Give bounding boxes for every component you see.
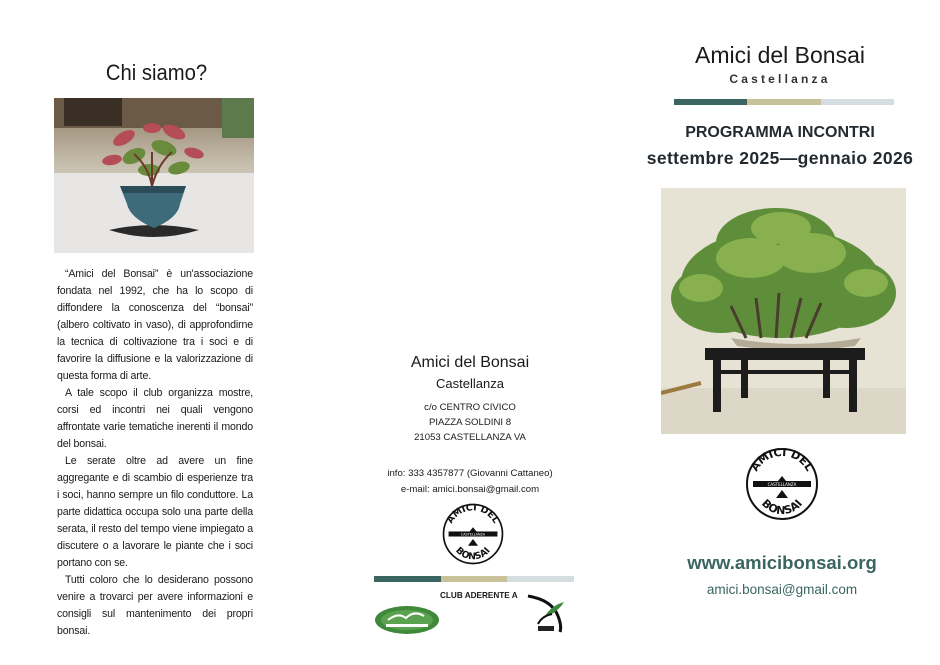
club-logo <box>441 502 505 566</box>
logo-bottom-text: BONSAI <box>453 545 493 563</box>
about-paragraph: Le serate oltre ad avere un fine aggregante e di scambio di esperienze tra i soci, hanno sempre un filo conduttore. La parte didattica occupa solo una parte della serata, il resto del tempo viene impiegato a discutere o a lavorare le piante che i soci portano con se. <box>57 455 253 569</box>
contact-info: info: 333 4357877 (Giovanni Cattaneo) <box>387 468 553 479</box>
left-panel <box>0 0 313 665</box>
stripe-segment <box>507 576 574 582</box>
club-city-header: Castellanza <box>729 72 831 86</box>
address-line: c/o CENTRO CIVICO <box>424 402 516 413</box>
bonsai-photo-large <box>661 188 906 434</box>
about-paragraph: A tale scopo il club organizza mostre, corsi ed incontri nei quali vengono affrontate varie tematiche inerenti il mondo del bonsai. <box>57 387 253 450</box>
logo-inner-text: CASTELLANZA <box>767 482 797 487</box>
logo-inner-text: CASTELLANZA <box>460 532 486 537</box>
program-title: PROGRAMMA INCONTRI <box>685 124 875 141</box>
address-line: 21053 CASTELLANZA VA <box>414 432 526 443</box>
color-stripe <box>374 576 574 582</box>
about-paragraph: “Amici del Bonsai” è un'associazione fondata nel 1992, che ha lo scopo di diffondere la conoscenza del “bonsai” (albero coltivato in vaso), di approfondirne la tecnica di coltivazione tra i soci e di favorire la diffusione e la valorizzazione di questa forma di arte. <box>57 268 253 382</box>
stripe-segment <box>821 99 894 105</box>
stripe-segment <box>747 99 820 105</box>
website-link[interactable]: www.amicibonsai.org <box>687 552 877 573</box>
color-stripe <box>674 99 894 105</box>
partner-logo-green <box>374 605 440 635</box>
program-dates: settembre 2025—gennaio 2026 <box>646 148 914 168</box>
partner-logo-ubi <box>524 590 568 634</box>
club-logo-large <box>744 446 820 522</box>
club-name: Amici del Bonsai <box>410 354 530 371</box>
bonsai-photo-small <box>54 98 254 253</box>
stripe-segment <box>441 576 508 582</box>
email-link[interactable]: amici.bonsai@gmail.com <box>706 582 858 597</box>
contact-email: e-mail: amici.bonsai@gmail.com <box>400 484 540 495</box>
stripe-segment <box>374 576 441 582</box>
about-text <box>57 266 253 640</box>
section-heading: Chi siamo? <box>105 60 208 85</box>
logo-top-text: AMICI DEL <box>748 446 816 474</box>
address-line: PIAZZA SOLDINI 8 <box>428 417 512 428</box>
club-name-header: Amici del Bonsai <box>694 42 866 68</box>
stripe-segment <box>674 99 747 105</box>
about-paragraph: Tutti coloro che lo desiderano possono venire a trovarci per avere informazioni e consigli sul mantenimento dei propri bonsai. <box>57 574 253 637</box>
logo-bottom-text: BONSAI <box>759 496 805 518</box>
middle-panel <box>313 0 627 665</box>
club-city: Castellanza <box>436 376 504 391</box>
club-member-label: CLUB ADERENTE A <box>440 591 518 600</box>
logo-top-text: AMICI DEL <box>444 502 502 526</box>
